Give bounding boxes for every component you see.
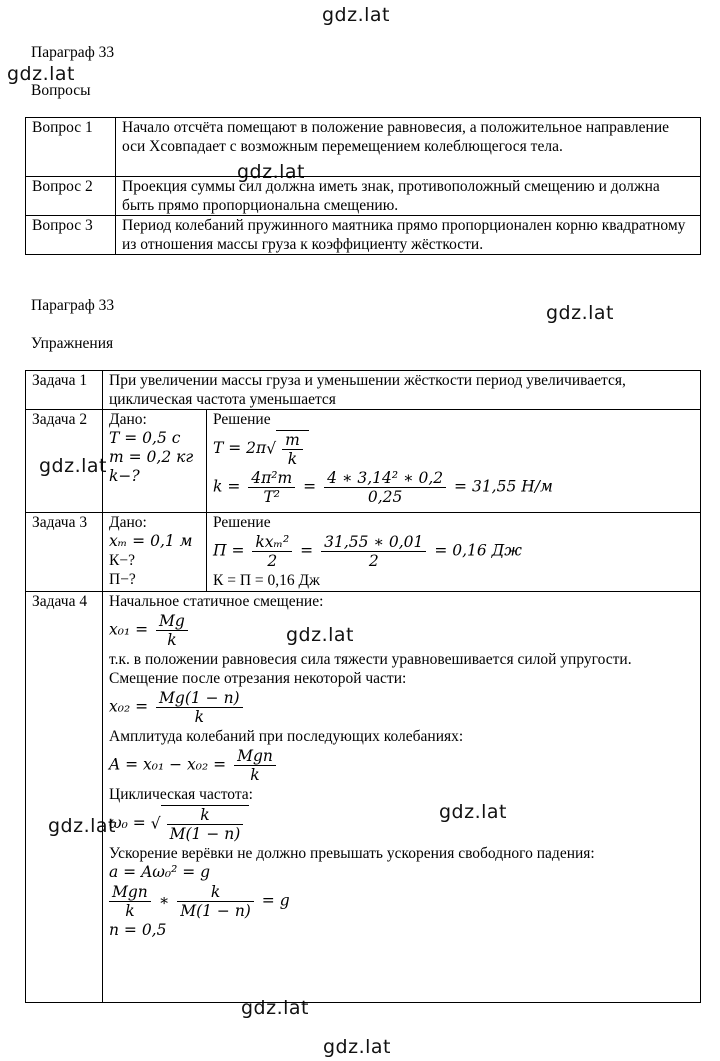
paragraph-title: Параграф 33 bbox=[31, 44, 115, 61]
formula-omega: ω₀ = √ $\frac{k}{M(1 - n)}$ bbox=[109, 805, 694, 843]
formula-potential-energy: П = $\frac{\text{kxₘ²}}{2}$ = $\frac{31,55 ∗ 0,01}{2}$ = 0,16 Дж bbox=[213, 533, 522, 570]
tasks-table bbox=[25, 370, 701, 1003]
task-label: Задача 3 bbox=[26, 513, 103, 592]
given-title: Дано: bbox=[109, 514, 147, 531]
solution-title: Решение bbox=[213, 514, 271, 531]
watermark: gdz.lat bbox=[436, 801, 510, 823]
watermark: gdz.lat bbox=[36, 455, 110, 477]
text-line: Ускорение верёвки не должно превышать ускорения свободного падения: bbox=[109, 845, 595, 862]
given-item: T = 0,5 с bbox=[109, 429, 181, 447]
text-line: т.к. в положении равновесия сила тяжести уравновешивается силой упругости. bbox=[109, 651, 632, 668]
table-row bbox=[26, 216, 701, 255]
given-item: К−? bbox=[109, 552, 135, 569]
task-solution bbox=[207, 410, 701, 513]
question-answer: Проекция суммы сил должна иметь знак, противоположный смещению и должна быть прямо пропорциональна смещению. bbox=[116, 177, 701, 216]
watermark: gdz.lat bbox=[234, 161, 308, 183]
task-solution bbox=[207, 513, 701, 592]
given-item: xₘ = 0,1 м bbox=[109, 532, 193, 550]
given-item: П−? bbox=[109, 571, 136, 588]
watermark: gdz.lat bbox=[4, 63, 78, 85]
question-answer: Начало отсчёта помещают в положение равновесия, а положительное направление оси Xсовпадает с возможным перемещением колеблющегося тела. bbox=[116, 118, 701, 177]
paragraph-title: Параграф 33 bbox=[31, 297, 115, 314]
table-row bbox=[26, 410, 701, 513]
formula-product: $\frac{\text{Mgn}}{k}$ ∗ $\frac{k}{M(1 - n)}$ = g bbox=[109, 883, 694, 920]
watermark: gdz.lat bbox=[238, 997, 312, 1019]
text-line: Циклическая частота: bbox=[109, 786, 253, 803]
task-answer: При увеличении массы груза и уменьшении жёсткости период увеличивается, циклическая частота уменьшается bbox=[103, 371, 701, 410]
question-label: Вопрос 2 bbox=[26, 177, 116, 216]
table-row bbox=[26, 371, 701, 410]
given-item: k−? bbox=[109, 467, 140, 485]
table-row bbox=[26, 513, 701, 592]
text-line: Смещение после отрезания некоторой части: bbox=[109, 670, 407, 687]
task-label: Задача 1 bbox=[26, 371, 103, 410]
solution-title: Решение bbox=[213, 411, 271, 428]
question-answer: Период колебаний пружинного маятника прямо пропорционален корню квадратному из отношения массы груза к коэффициенту жёсткости. bbox=[116, 216, 701, 255]
section-title: Упражнения bbox=[31, 335, 114, 352]
task-given bbox=[103, 410, 207, 513]
watermark: gdz.lat bbox=[320, 1036, 394, 1058]
formula-amplitude: A = x₀₁ − x₀₂ = $\frac{\text{Mgn}}{k}$ bbox=[109, 747, 694, 784]
formula-n: n = 0,5 bbox=[109, 921, 167, 939]
formula-acceleration: a = Aω₀² = g bbox=[109, 863, 211, 881]
watermark: gdz.lat bbox=[283, 624, 357, 646]
given-title: Дано: bbox=[109, 411, 147, 428]
text-line: Амплитуда колебаний при последующих колебаниях: bbox=[109, 728, 464, 745]
watermark: gdz.lat bbox=[543, 302, 617, 324]
formula-x01: x₀₁ = $\frac{Mg}{k}$ bbox=[109, 612, 694, 649]
formula-stiffness: k = $\frac{\text{4π²m}}{\text{T²}}$ = $\frac{\text{4 ∗ 3,14² ∗ 0,2}}{0,25}$ = 31,55 Н/м bbox=[213, 469, 553, 506]
watermark: gdz.lat bbox=[319, 4, 393, 26]
questions-table bbox=[25, 117, 701, 255]
section-title: Вопросы bbox=[31, 82, 91, 99]
formula-kinetic-energy: К = П = 0,16 Дж bbox=[213, 572, 320, 589]
given-item: m = 0,2 кг bbox=[109, 448, 194, 466]
question-label: Вопрос 1 bbox=[26, 118, 116, 177]
text-line: Начальное статичное смещение: bbox=[109, 593, 324, 610]
formula-x02: x₀₂ = $\frac{Mg(1 - n)}{k}$ bbox=[109, 689, 694, 726]
table-row bbox=[26, 177, 701, 216]
task-label: Задача 2 bbox=[26, 410, 103, 513]
question-label: Вопрос 3 bbox=[26, 216, 116, 255]
watermark: gdz.lat bbox=[45, 815, 119, 837]
task-given bbox=[103, 513, 207, 592]
task-label: Задача 4 bbox=[26, 592, 103, 1003]
table-row bbox=[26, 592, 701, 1003]
formula-period: T = 2π√ $\frac{m}{k}$ bbox=[213, 430, 694, 468]
table-row bbox=[26, 118, 701, 177]
task-answer bbox=[103, 592, 701, 1003]
